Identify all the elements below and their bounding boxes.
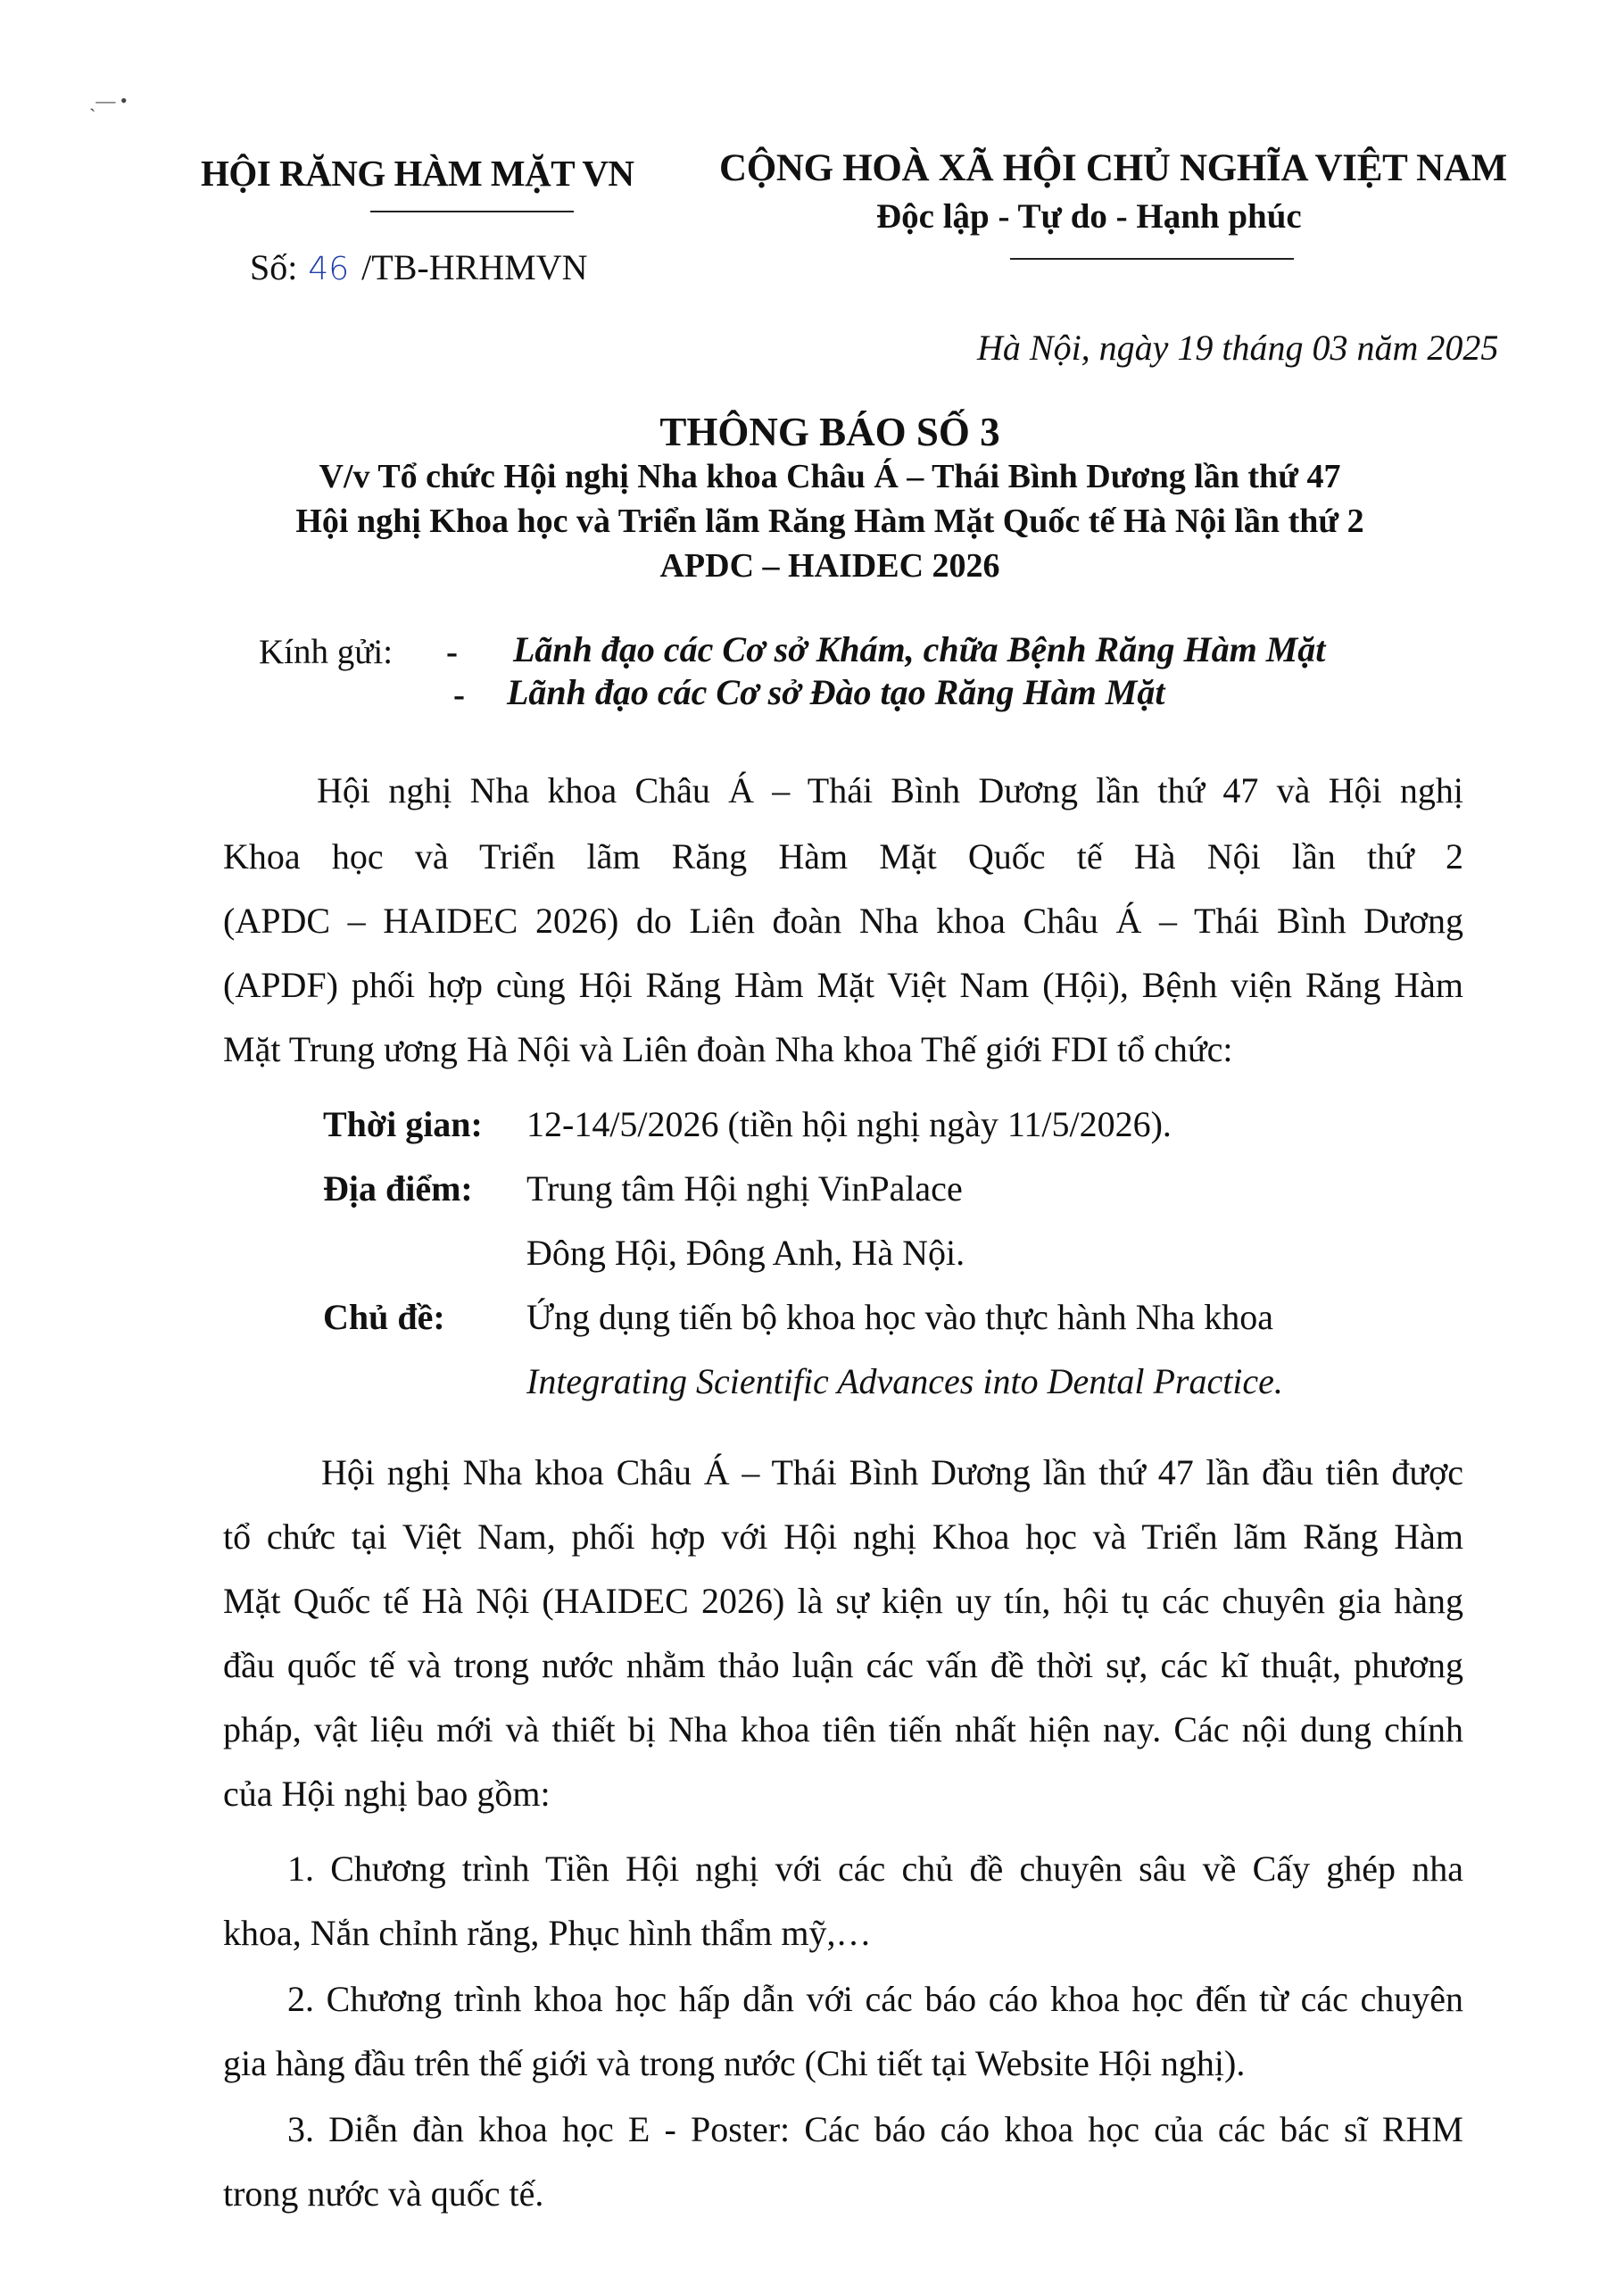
paragraph-line: (APDC – HAIDEC 2026) do Liên đoàn Nha khoa Châu Á – Thái Bình Dương [223, 901, 1463, 941]
subject-line-1: V/v Tổ chức Hội nghị Nha khoa Châu Á – Thái Bình Dương lần thứ 47 [319, 458, 1341, 495]
paragraph-line: Hội nghị Nha khoa Châu Á – Thái Bình Dương lần thứ 47 lần đầu tiên được [321, 1452, 1463, 1492]
paragraph-line: Khoa học và Triển lãm Răng Hàm Mặt Quốc tế Hà Nội lần thứ 2 [223, 836, 1463, 877]
venue-line-2: Đông Hội, Đông Anh, Hà Nội. [526, 1233, 965, 1273]
recipient-bullet: - [453, 676, 465, 714]
motto-underline [1010, 258, 1294, 260]
national-title: CỘNG HOÀ XÃ HỘI CHỦ NGHĨA VIỆT NAM [719, 147, 1507, 189]
document-heading: THÔNG BÁO SỐ 3 [659, 410, 1000, 454]
paragraph-line: (APDF) phối hợp cùng Hội Răng Hàm Mặt Việt Nam (Hội), Bệnh viện Răng Hàm [223, 965, 1463, 1005]
subject-line-3: APDC – HAIDEC 2026 [659, 547, 1000, 585]
recipient-bullet: - [446, 633, 458, 671]
organization-underline [370, 211, 574, 212]
paragraph-line: của Hội nghị bao gồm: [223, 1774, 551, 1814]
program-item-line: gia hàng đầu trên thế giới và trong nước (Chi tiết tại Website Hội nghị). [223, 2043, 1246, 2083]
venue-line-1: Trung tâm Hội nghị VinPalace [526, 1168, 963, 1209]
theme-english: Integrating Scientific Advances into Dental Practice. [526, 1361, 1283, 1401]
national-motto: Độc lập - Tự do - Hạnh phúc [876, 197, 1302, 236]
venue-label: Địa điểm: [323, 1168, 473, 1209]
program-item-line: trong nước và quốc tế. [223, 2173, 544, 2214]
theme-label: Chủ đề: [323, 1297, 445, 1337]
paragraph-line: Mặt Trung ương Hà Nội và Liên đoàn Nha khoa Thế giới FDI tổ chức: [223, 1029, 1233, 1069]
time-label: Thời gian: [323, 1104, 483, 1144]
issuing-organization: HỘI RĂNG HÀM MẶT VN [201, 153, 634, 194]
document-number [250, 246, 588, 288]
paragraph-line: Hội nghị Nha khoa Châu Á – Thái Bình Dương lần thứ 47 và Hội nghị [317, 770, 1463, 810]
program-item-line: 1. Chương trình Tiền Hội nghị với các chủ đề chuyên sâu về Cấy ghép nha [287, 1849, 1463, 1889]
recipient-item: Lãnh đạo các Cơ sở Đào tạo Răng Hàm Mặt [507, 672, 1165, 712]
doc-number-suffix: /TB-HRHMVN [361, 247, 588, 287]
paragraph-line: Mặt Quốc tế Hà Nội (HAIDEC 2026) là sự kiện uy tín, hội tụ các chuyên gia hàng [223, 1581, 1463, 1621]
doc-number-prefix: Số: [250, 247, 298, 287]
paragraph-line: tổ chức tại Việt Nam, phối hợp với Hội nghị Khoa học và Triển lãm Răng Hàm [223, 1516, 1463, 1557]
doc-number-handwritten: 46 [308, 251, 350, 287]
subject-line-2: Hội nghị Khoa học và Triển lãm Răng Hàm Mặt Quốc tế Hà Nội lần thứ 2 [295, 503, 1364, 540]
place-date: Hà Nội, ngày 19 tháng 03 năm 2025 [977, 328, 1499, 368]
program-item-line: khoa, Nắn chỉnh răng, Phục hình thẩm mỹ,… [223, 1913, 872, 1953]
recipients-label: Kính gửi: [259, 633, 394, 671]
recipient-item: Lãnh đạo các Cơ sở Khám, chữa Bệnh Răng Hàm Mặt [513, 629, 1326, 669]
paragraph-line: pháp, vật liệu mới và thiết bị Nha khoa tiên tiến nhất hiện nay. Các nội dung chính [223, 1709, 1463, 1749]
theme-vietnamese: Ứng dụng tiến bộ khoa học vào thực hành Nha khoa [526, 1297, 1273, 1337]
program-item-line: 3. Diễn đàn khoa học E - Poster: Các báo cáo khoa học của các bác sĩ RHM [287, 2109, 1463, 2149]
scan-corner-mark: ˎ— • [89, 89, 128, 112]
paragraph-line: đầu quốc tế và trong nước nhằm thảo luận các vấn đề thời sự, các kĩ thuật, phương [223, 1645, 1463, 1685]
program-item-line: 2. Chương trình khoa học hấp dẫn với các báo cáo khoa học đến từ các chuyên [287, 1979, 1463, 2019]
time-value: 12-14/5/2026 (tiền hội nghị ngày 11/5/2026). [526, 1104, 1172, 1144]
